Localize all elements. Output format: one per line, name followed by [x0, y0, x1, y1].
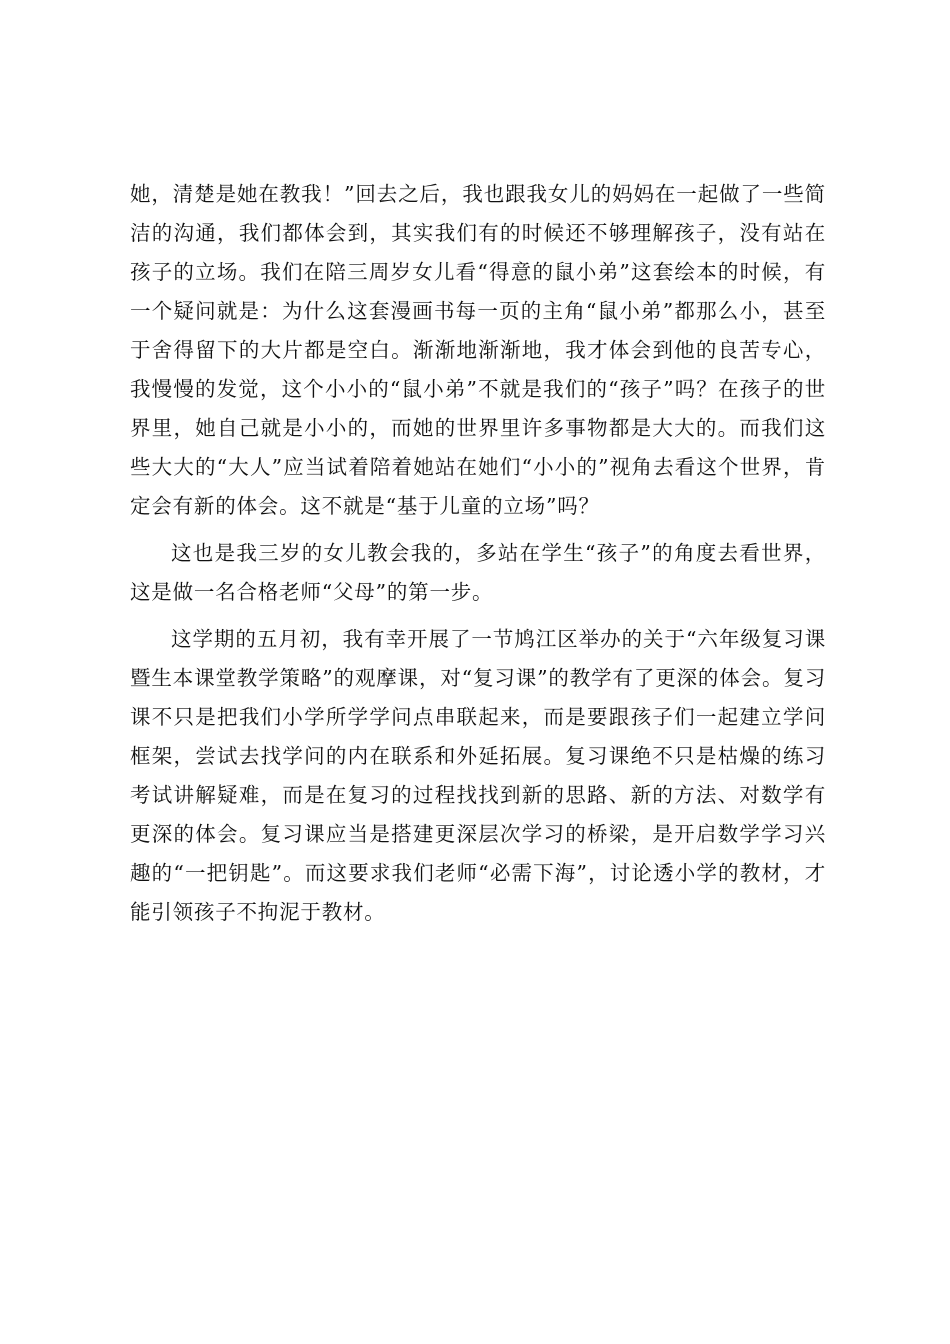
- paragraph-1: 她，清楚是她在教我！”回去之后，我也跟我女儿的妈妈在一起做了一些简洁的沟通，我们都体会到，其实我们有的时候还不够理解孩子，没有站在孩子的立场。我们在陪三周岁女儿看“得意的鼠小弟”这套绘本的时候，有一个疑问就是：为什么这套漫画书每一页的主角“鼠小弟”都那么小，甚至于舍得留下的大片都是空白。渐渐地渐渐地，我才体会到他的良苦专心，我慢慢的发觉，这个小小的“鼠小弟”不就是我们的“孩子”吗？在孩子的世界里，她自己就是小小的，而她的世界里许多事物都是大大的。而我们这些大大的“大人”应当试着陪着她站在她们“小小的”视角去看这个世界，肯定会有新的体会。这不就是“基于儿童的立场”吗？: [130, 182, 826, 518]
- document-body: [130, 175, 826, 932]
- paragraph-3: 这学期的五月初，我有幸开展了一节鸠江区举办的关于“六年级复习课暨生本课堂教学策略”的观摩课，对“复习课”的教学有了更深的体会。复习课不只是把我们小学所学学问点串联起来，而是要跟孩子们一起建立学问框架，尝试去找学问的内在联系和外延拓展。复习课绝不只是枯燥的练习考试讲解疑难，而是在复习的过程找找到新的思路、新的方法、对数学有更深的体会。复习课应当是搭建更深层次学习的桥梁，是开启数学学习兴趣的“一把钥匙”。而这要求我们老师“必需下海”，讨论透小学的教材，才能引领孩子不拘泥于教材。: [130, 627, 826, 924]
- paragraph-2: 这也是我三岁的女儿教会我的，多站在学生“孩子”的角度去看世界，这是做一名合格老师“父母”的第一步。: [130, 541, 826, 604]
